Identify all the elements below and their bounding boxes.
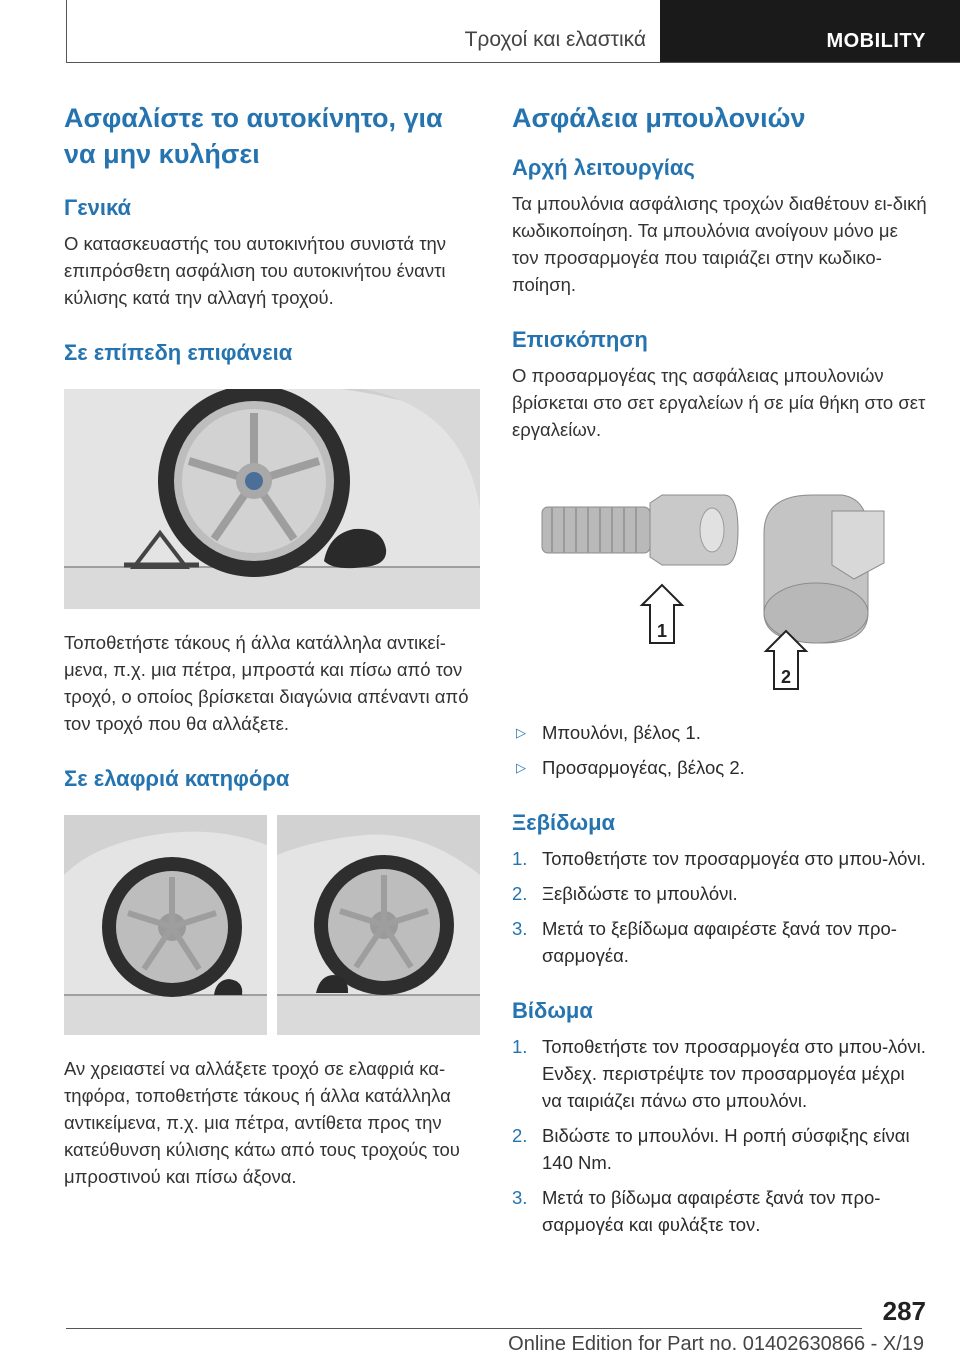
footer-rule: [66, 1328, 862, 1329]
slope-wheels-illustration: [64, 815, 480, 1035]
slope-heading: Σε ελαφριά κατηφόρα: [64, 766, 290, 791]
figure-label-1: 1: [656, 621, 668, 641]
legend-item: ▷ Μπουλόνι, βέλος 1.: [512, 719, 928, 746]
step-item: 3. Μετά το βίδωμα αφαιρέστε ξανά τον προ-σαρμογέα και φυλάξτε τον.: [512, 1187, 881, 1235]
header-section-title: Τροχοί και ελαστικά: [464, 28, 646, 51]
legend-item: ▷ Προσαρμογέας, βέλος 2.: [512, 754, 928, 781]
right-column: [512, 100, 928, 1246]
header-chapter-tab: MOBILITY: [660, 0, 960, 62]
left-column: [64, 100, 480, 1190]
lock-bolt-adapter-illustration: [512, 493, 928, 703]
figure-legend: [512, 719, 928, 781]
principle-text: Τα μπουλόνια ασφάλισης τροχών διαθέτουν ει-δική κωδικοποίηση. Τα μπουλόνια ανοίγουν μόνο με τον προσαρμογέα που ταιριάζει στην κωδικο-ποίηση.: [512, 193, 927, 295]
screw-steps: [512, 1033, 928, 1238]
header-rule-bottom: [66, 62, 960, 63]
general-heading: Γενικά: [64, 195, 132, 220]
flat-surface-wheel-illustration: [64, 389, 480, 609]
triangle-bullet-icon: ▷: [516, 760, 526, 775]
overview-text: Ο προσαρμογέας της ασφάλειας μπουλονιών βρίσκεται στο σετ εργαλείων ή σε μία θήκη στο σετ εργαλείων.: [512, 365, 926, 440]
page-number: 287: [882, 1296, 926, 1326]
left-title: Ασφαλίστε το αυτοκίνητο, για να μην κυλήσει: [64, 103, 443, 169]
flat-surface-heading: Σε επίπεδη επιφάνεια: [64, 340, 293, 365]
flat-surface-text: Τοποθετήστε τάκους ή άλλα κατάλληλα αντικεί-μενα, π.χ. μια πέτρα, μπροστά και πίσω από τον τροχό, ο οποίος βρίσκεται διαγώνια απέναντι από τον τροχό που θα αλλάξετε.: [64, 632, 469, 734]
footer-edition: Online Edition for Part no. 01402630866 - X/19: [508, 1333, 924, 1355]
step-item: 2. Βιδώστε το μπουλόνι. Η ροπή σύσφιξης είναι 140 Nm.: [512, 1125, 910, 1173]
right-title: Ασφάλεια μπουλονιών: [512, 103, 806, 133]
step-item: 2. Ξεβιδώστε το μπουλόνι.: [512, 883, 738, 904]
unscrew-heading: Ξεβίδωμα: [512, 810, 616, 835]
step-item: 1. Τοποθετήστε τον προσαρμογέα στο μπου-λόνι.: [512, 848, 926, 869]
principle-heading: Αρχή λειτουργίας: [512, 155, 695, 180]
step-item: 1. Τοποθετήστε τον προσαρμογέα στο μπου-λόνι. Ενδεχ. περιστρέψτε τον προσαρμογέα μέχρι να ταιριάζει πάνω στο μπουλόνι.: [512, 1036, 926, 1111]
figure-label-2: 2: [780, 667, 792, 687]
slope-text: Αν χρειαστεί να αλλάξετε τροχό σε ελαφριά κα-τηφόρα, τοποθετήστε τάκους ή άλλα κατάλληλα αντικείμενα, π.χ. μια πέτρα, αντίθετα προς την κατεύθυνση κύλισης κάτω από τους τροχούς του μπροστινού και πίσω άξονα.: [64, 1058, 460, 1187]
unscrew-steps: [512, 845, 928, 969]
step-item: 3. Μετά το ξεβίδωμα αφαιρέστε ξανά τον προ-σαρμογέα.: [512, 918, 897, 966]
triangle-bullet-icon: ▷: [516, 725, 526, 740]
general-text: Ο κατασκευαστής του αυτοκινήτου συνιστά την επιπρόσθετη ασφάλιση του αυτοκινήτου έναντι κύλισης κατά την αλλαγή τροχού.: [64, 233, 447, 308]
overview-heading: Επισκόπηση: [512, 327, 648, 352]
screw-heading: Βίδωμα: [512, 998, 593, 1023]
